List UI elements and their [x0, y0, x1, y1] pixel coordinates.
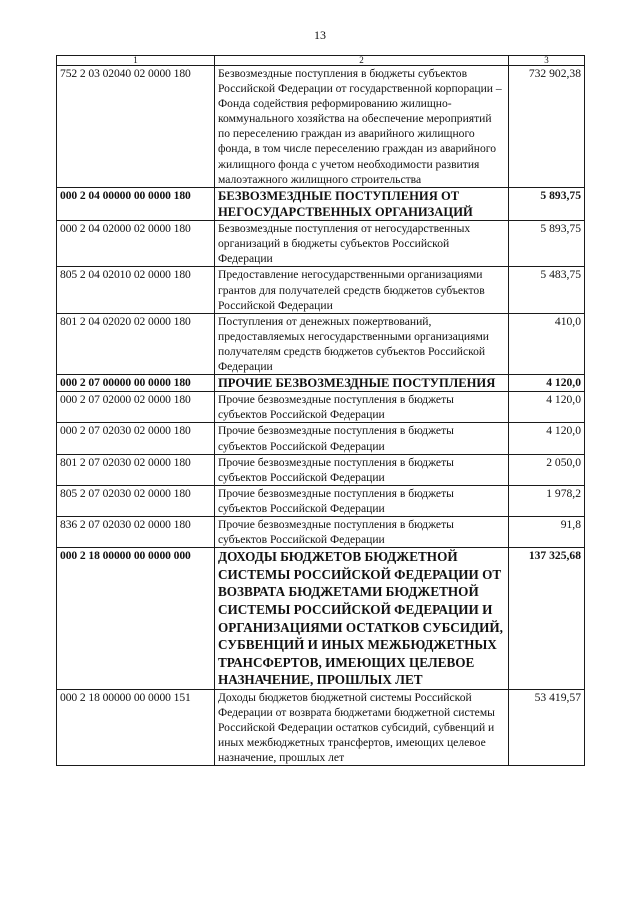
table-row — [57, 221, 585, 267]
row-name: Безвозмездные поступления в бюджеты субъектов Российской Федерации от государственной корпорации – Фонда содействия реформированию жилищно-коммунального хозяйства на обеспечение мероприятий по переселению граждан из аварийного жилищного фонда, в том числе переселению граждан из аварийного жилищного фонда с учетом необходимости развития малоэтажного жилищного строительства — [215, 66, 509, 188]
row-name: БЕЗВОЗМЕЗДНЫЕ ПОСТУПЛЕНИЯ ОТ НЕГОСУДАРСТВЕННЫХ ОРГАНИЗАЦИЙ — [215, 187, 509, 220]
table-row — [57, 485, 585, 516]
row-code: 000 2 04 00000 00 0000 180 — [57, 187, 215, 220]
row-name: ДОХОДЫ БЮДЖЕТОВ БЮДЖЕТНОЙ СИСТЕМЫ РОССИЙСКОЙ ФЕДЕРАЦИИ ОТ ВОЗВРАТА БЮДЖЕТАМИ БЮДЖЕТНОЙ СИСТЕМЫ РОССИЙСКОЙ ФЕДЕРАЦИИ И ОРГАНИЗАЦИЯМИ ОСТАТКОВ СУБСИДИЙ, СУБВЕНЦИЙ И ИНЫХ МЕЖБЮДЖЕТНЫХ ТРАНСФЕРТОВ, ИМЕЮЩИХ ЦЕЛЕВОЕ НАЗНАЧЕНИЕ, ПРОШЛЫХ ЛЕТ — [215, 548, 509, 690]
page-number: 13 — [314, 28, 326, 42]
table-row — [57, 392, 585, 423]
row-code: 801 2 04 02020 02 0000 180 — [57, 313, 215, 374]
table-row-section — [57, 375, 585, 392]
row-name: Безвозмездные поступления от негосударственных организаций в бюджеты субъектов Российской Федерации — [215, 221, 509, 267]
row-amount: 5 893,75 — [509, 187, 585, 220]
table-row — [57, 66, 585, 188]
row-code: 000 2 04 02000 02 0000 180 — [57, 221, 215, 267]
row-amount: 1 978,2 — [509, 485, 585, 516]
row-name: Предоставление негосударственными организациями грантов для получателей средств бюджетов субъектов Российской Федерации — [215, 267, 509, 313]
table-header-row — [57, 56, 585, 66]
row-code: 000 2 18 00000 00 0000 000 — [57, 548, 215, 690]
row-code: 805 2 04 02010 02 0000 180 — [57, 267, 215, 313]
row-code: 801 2 07 02030 02 0000 180 — [57, 454, 215, 485]
row-code: 836 2 07 02030 02 0000 180 — [57, 517, 215, 548]
row-code: 805 2 07 02030 02 0000 180 — [57, 485, 215, 516]
table-row-section — [57, 187, 585, 220]
row-name: Прочие безвозмездные поступления в бюджеты субъектов Российской Федерации — [215, 454, 509, 485]
row-name: Доходы бюджетов бюджетной системы Российской Федерации от возврата бюджетами бюджетной системы Российской Федерации остатков субсидий, субвенций и иных межбюджетных трансфертов, имеющих целевое назначение, прошлых лет — [215, 689, 509, 765]
row-amount: 5 483,75 — [509, 267, 585, 313]
column-header-name: 2 — [215, 56, 509, 66]
row-amount: 410,0 — [509, 313, 585, 374]
row-name: ПРОЧИЕ БЕЗВОЗМЕЗДНЫЕ ПОСТУПЛЕНИЯ — [215, 375, 509, 392]
row-name: Прочие безвозмездные поступления в бюджеты субъектов Российской Федерации — [215, 423, 509, 454]
row-code: 000 2 07 02030 02 0000 180 — [57, 423, 215, 454]
revenue-table — [56, 55, 585, 766]
row-code: 752 2 03 02040 02 0000 180 — [57, 66, 215, 188]
table-row — [57, 689, 585, 765]
row-amount: 5 893,75 — [509, 221, 585, 267]
row-amount: 4 120,0 — [509, 375, 585, 392]
column-header-amount: 3 — [509, 56, 585, 66]
row-code: 000 2 18 00000 00 0000 151 — [57, 689, 215, 765]
row-code: 000 2 07 00000 00 0000 180 — [57, 375, 215, 392]
row-amount: 91,8 — [509, 517, 585, 548]
row-name: Прочие безвозмездные поступления в бюджеты субъектов Российской Федерации — [215, 485, 509, 516]
table-row — [57, 517, 585, 548]
table-row — [57, 454, 585, 485]
row-amount: 53 419,57 — [509, 689, 585, 765]
row-amount: 2 050,0 — [509, 454, 585, 485]
column-header-code: 1 — [57, 56, 215, 66]
row-amount: 4 120,0 — [509, 392, 585, 423]
table-row — [57, 423, 585, 454]
table-row-section — [57, 548, 585, 690]
row-amount: 137 325,68 — [509, 548, 585, 690]
table-row — [57, 313, 585, 374]
row-amount: 4 120,0 — [509, 423, 585, 454]
row-name: Прочие безвозмездные поступления в бюджеты субъектов Российской Федерации — [215, 517, 509, 548]
row-name: Поступления от денежных пожертвований, предоставляемых негосударственными организациями получателям средств бюджетов субъектов Российской Федерации — [215, 313, 509, 374]
row-amount: 732 902,38 — [509, 66, 585, 188]
row-code: 000 2 07 02000 02 0000 180 — [57, 392, 215, 423]
table-row — [57, 267, 585, 313]
row-name: Прочие безвозмездные поступления в бюджеты субъектов Российской Федерации — [215, 392, 509, 423]
